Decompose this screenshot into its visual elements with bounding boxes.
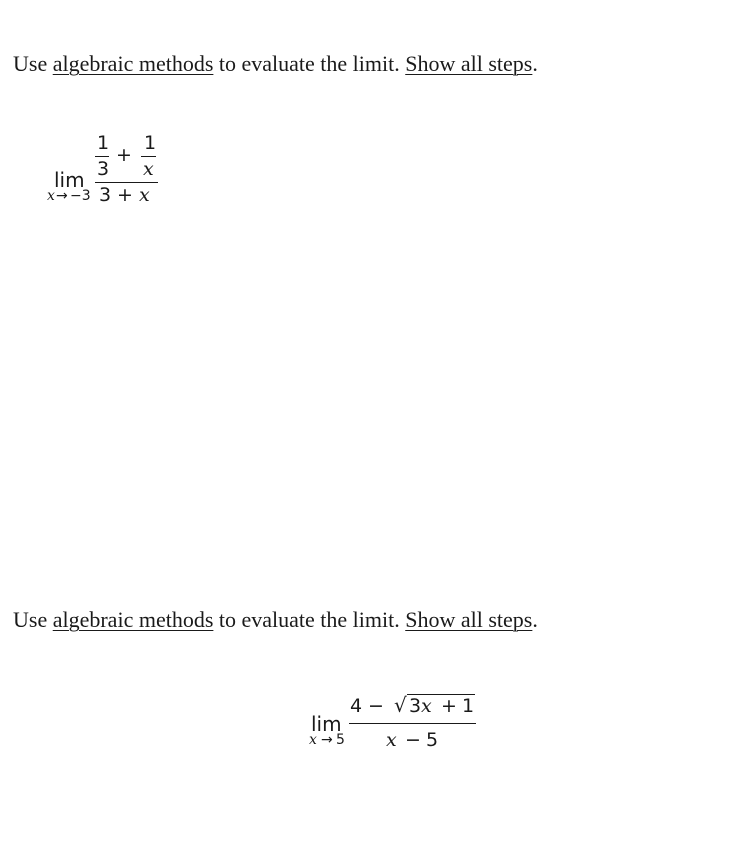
denominator-constant: 5 [426, 729, 439, 751]
radical-sign: √ [394, 693, 407, 717]
lim-subscript-arrow: → [321, 732, 333, 748]
lim-subscript-value: 5 [336, 732, 345, 748]
numerator-minus: − [368, 695, 384, 717]
algebraic-methods-underlined: algebraic methods [52, 51, 214, 76]
instruction-middle: to evaluate the limit. [213, 607, 406, 632]
denominator-variable: x [139, 184, 150, 206]
lim-operator: lim [54, 168, 85, 192]
instruction-suffix: . [532, 51, 538, 76]
numerator-plus: + [116, 144, 132, 166]
numerator-constant: 4 [350, 695, 363, 717]
denominator-plus: + [117, 184, 133, 206]
main-fraction-bar [349, 723, 476, 724]
instruction-prefix: Use [13, 607, 53, 632]
numerator-left-fraction-top: 1 [97, 132, 110, 154]
instruction-middle: to evaluate the limit. [213, 51, 406, 76]
numerator-right-fraction-bottom: x [143, 158, 154, 180]
show-all-steps-underlined: Show all steps [405, 51, 533, 76]
denominator-variable: x [386, 729, 397, 751]
radicand-constant: 1 [462, 695, 475, 717]
lim-subscript-variable: x [309, 732, 317, 748]
lim-subscript-arrow: → [56, 188, 68, 204]
numerator-left-fraction-bottom: 3 [97, 158, 110, 180]
lim-subscript-variable: x [47, 188, 55, 204]
algebraic-methods-underlined: algebraic methods [52, 607, 214, 632]
lim-operator: lim [311, 712, 342, 736]
radicand-variable: x [421, 695, 432, 717]
instruction-prefix: Use [13, 51, 53, 76]
instruction-suffix: . [532, 607, 538, 632]
denominator-constant: 3 [99, 184, 112, 206]
lim-subscript-value: −3 [70, 188, 91, 204]
radicand-plus: + [441, 695, 457, 717]
radicand-coefficient: 3 [409, 695, 422, 717]
denominator-minus: − [405, 729, 421, 751]
numerator-right-fraction-top: 1 [144, 132, 157, 154]
show-all-steps-underlined: Show all steps [405, 607, 533, 632]
